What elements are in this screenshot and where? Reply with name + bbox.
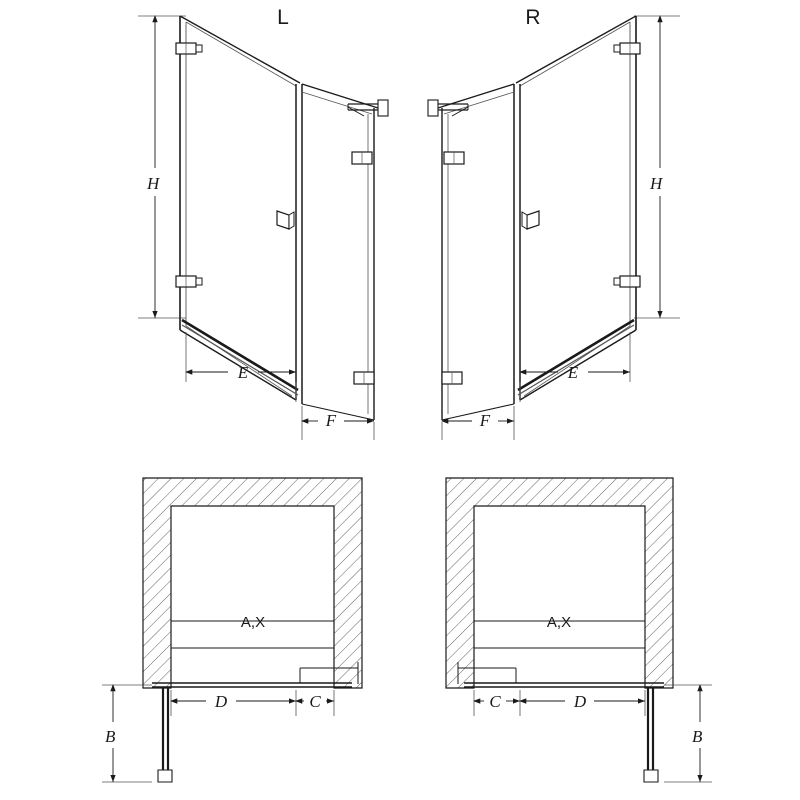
hinge-upper-left bbox=[176, 43, 202, 54]
elevation-view-right bbox=[428, 6, 680, 440]
wall-bracket-upper-left bbox=[444, 152, 464, 164]
elevation-view-left bbox=[138, 6, 388, 440]
plan-view-left bbox=[102, 478, 362, 782]
dimension-label-H-left: H bbox=[147, 174, 160, 193]
dimension-label-B-left: B bbox=[105, 727, 116, 746]
wall-bracket-upper-right bbox=[352, 152, 372, 164]
dimension-label-F-right: F bbox=[479, 411, 491, 430]
dimension-label-AX-left: A,X bbox=[240, 614, 266, 631]
dimension-label-D-right: D bbox=[573, 692, 587, 711]
wall-bracket-lower-left bbox=[442, 372, 462, 384]
dimension-label-C-right: C bbox=[489, 692, 501, 711]
dimension-label-E-right: E bbox=[567, 363, 579, 382]
dimension-label-B-right: B bbox=[692, 727, 703, 746]
hinge-lower-right bbox=[614, 276, 640, 287]
hinge-upper-right bbox=[614, 43, 640, 54]
dimension-label-F-left: F bbox=[325, 411, 337, 430]
dimension-label-H-right: H bbox=[650, 174, 663, 193]
door-handle-right bbox=[522, 211, 539, 229]
dimension-label-E-left: E bbox=[237, 363, 249, 382]
plan-view-right bbox=[446, 478, 712, 782]
view-title-left: L bbox=[277, 6, 289, 29]
wall-bracket-lower-right bbox=[354, 372, 374, 384]
door-handle-left bbox=[277, 211, 294, 229]
dimension-label-C-left: C bbox=[309, 692, 321, 711]
dimension-label-D-left: D bbox=[214, 692, 228, 711]
view-title-right: R bbox=[525, 6, 541, 29]
hinge-lower-left bbox=[176, 276, 202, 287]
dimension-label-AX-right: A,X bbox=[546, 614, 572, 631]
